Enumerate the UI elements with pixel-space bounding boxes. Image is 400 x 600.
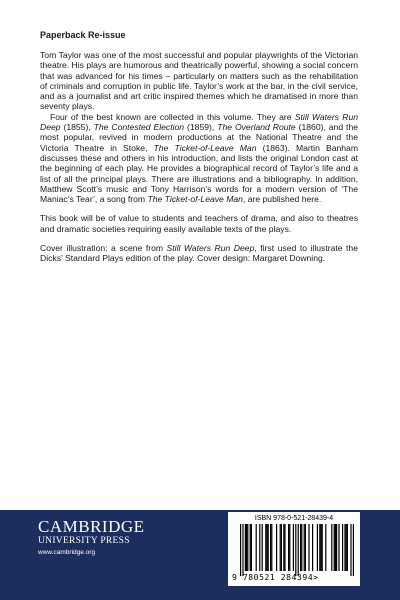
barcode-bar xyxy=(250,524,251,571)
text-run: This book will be of value to students and teachers of drama, and also to theatres and dramatic societies requiring easily available texts of the plays. xyxy=(40,213,358,234)
barcode-bar xyxy=(259,524,260,571)
publisher-name: CAMBRIDGE xyxy=(38,517,145,536)
barcode-bar xyxy=(322,524,323,571)
barcode-bar xyxy=(344,524,345,571)
barcode-bar xyxy=(353,524,354,576)
barcode-graphic xyxy=(232,524,356,576)
ean-digits xyxy=(232,573,358,583)
barcode-bar xyxy=(350,524,351,576)
barcode-bar xyxy=(262,524,263,571)
play-title: Still Waters Run Deep xyxy=(40,111,358,133)
barcode-bar xyxy=(338,524,339,571)
barcode-bar xyxy=(266,524,267,571)
barcode-bar xyxy=(331,524,332,571)
barcode-bar xyxy=(308,524,309,571)
barcode-bar xyxy=(271,524,272,571)
publisher-logo xyxy=(38,518,145,558)
barcode-bar xyxy=(288,524,289,571)
barcode-bar xyxy=(347,524,348,571)
barcode-bar xyxy=(284,524,285,571)
cover-credit-paragraph xyxy=(40,243,358,264)
barcode-bar xyxy=(293,524,294,571)
barcode-bar xyxy=(342,524,343,571)
barcode-bar xyxy=(280,524,281,571)
barcode-bar xyxy=(319,524,320,571)
barcode-bar xyxy=(300,524,301,571)
text-run: (1860), and the most popular, revived in modern productions at the National Theatre and the Victoria Theatre in Stoke, xyxy=(40,122,359,153)
summary-paragraph xyxy=(40,50,358,112)
barcode-bar xyxy=(276,524,277,571)
barcode-bar xyxy=(247,524,248,571)
audience-paragraph xyxy=(40,213,358,234)
play-title: Still Waters Run Deep xyxy=(166,243,255,254)
barcode-bar xyxy=(334,524,335,571)
text-run: (1855), xyxy=(60,122,94,133)
text-run: Cover illustration: a scene from xyxy=(40,243,167,254)
barcode-bar xyxy=(246,524,247,571)
barcode-bar xyxy=(270,524,271,571)
barcode-bar xyxy=(281,524,282,571)
text-run: Tom Taylor was one of the most successful and popular playwrights of the Victorian theatre. His plays are humorous and theatrically powerful, showing a social concern that was advanced for his times – particularly on matters such as the rehabilitation of criminals and corruption in public life. Taylor’s work at the bar, in the civil service, and as a journalist and art critic inspired themes which he dramatised in more than seventy plays. xyxy=(40,50,358,112)
contents-paragraph xyxy=(40,112,358,205)
barcode-bar xyxy=(335,524,336,571)
play-title: The Ticket-of-Leave Man xyxy=(147,194,243,205)
back-cover-text xyxy=(40,30,358,264)
text-run: , first used to illustrate the Dicks’ Standard Plays edition of the play. Cover design: Margaret Downing. xyxy=(40,243,358,264)
barcode-bar xyxy=(295,524,296,576)
play-title: The Contested Election xyxy=(93,122,185,133)
text-run: (1859), xyxy=(184,122,218,133)
quiet-zone-mark: > xyxy=(313,573,319,582)
barcode-bar xyxy=(242,524,243,576)
barcode-bar xyxy=(312,524,313,571)
barcode-bar xyxy=(317,524,318,571)
text-run: Four of the best known are collected in this volume. They are xyxy=(50,111,295,122)
barcode-bar xyxy=(304,524,305,571)
barcode-bar xyxy=(336,524,337,571)
barcode-bar xyxy=(346,524,347,571)
barcode-bar xyxy=(305,524,306,571)
ean-number: 9 780521 284394 xyxy=(232,573,314,582)
play-title: The Overland Route xyxy=(217,122,296,133)
text-run: , are published here. xyxy=(242,194,322,205)
barcode-bar xyxy=(268,524,269,571)
barcode-bar xyxy=(251,524,252,571)
barcode-bar xyxy=(325,524,326,571)
barcode-panel xyxy=(228,512,360,586)
barcode-bar xyxy=(320,524,321,571)
publisher-url: www.cambridge.org xyxy=(38,549,96,556)
isbn-label: ISBN 978-0-521-28439-4 xyxy=(254,515,334,522)
barcode-bar xyxy=(256,524,257,571)
text-run: (1863). Martin Banham discusses these and others in his introduction, and lists the original London cast at the beginning of each play. He provides a biographical record of Taylor’s life and a list of all the principal plays. There are illustrations and a bibliography. In addition, Matthew Scott’s music and Tony Harrison’s words for a modern version of ‘The Maniac’s Tear’, a song from xyxy=(40,142,358,205)
barcode-bar xyxy=(298,524,299,576)
barcode-bar xyxy=(283,524,284,571)
barcode-bar xyxy=(265,524,266,571)
barcode-bar xyxy=(289,524,290,571)
barcode-bar xyxy=(245,524,246,571)
barcode-bar xyxy=(301,524,302,571)
play-title: The Ticket-of-Leave Man xyxy=(153,142,257,153)
barcode-bar xyxy=(240,524,241,576)
publisher-subname: UNIVERSITY PRESS xyxy=(38,536,130,546)
reissue-heading: Paperback Re-issue xyxy=(40,30,126,40)
